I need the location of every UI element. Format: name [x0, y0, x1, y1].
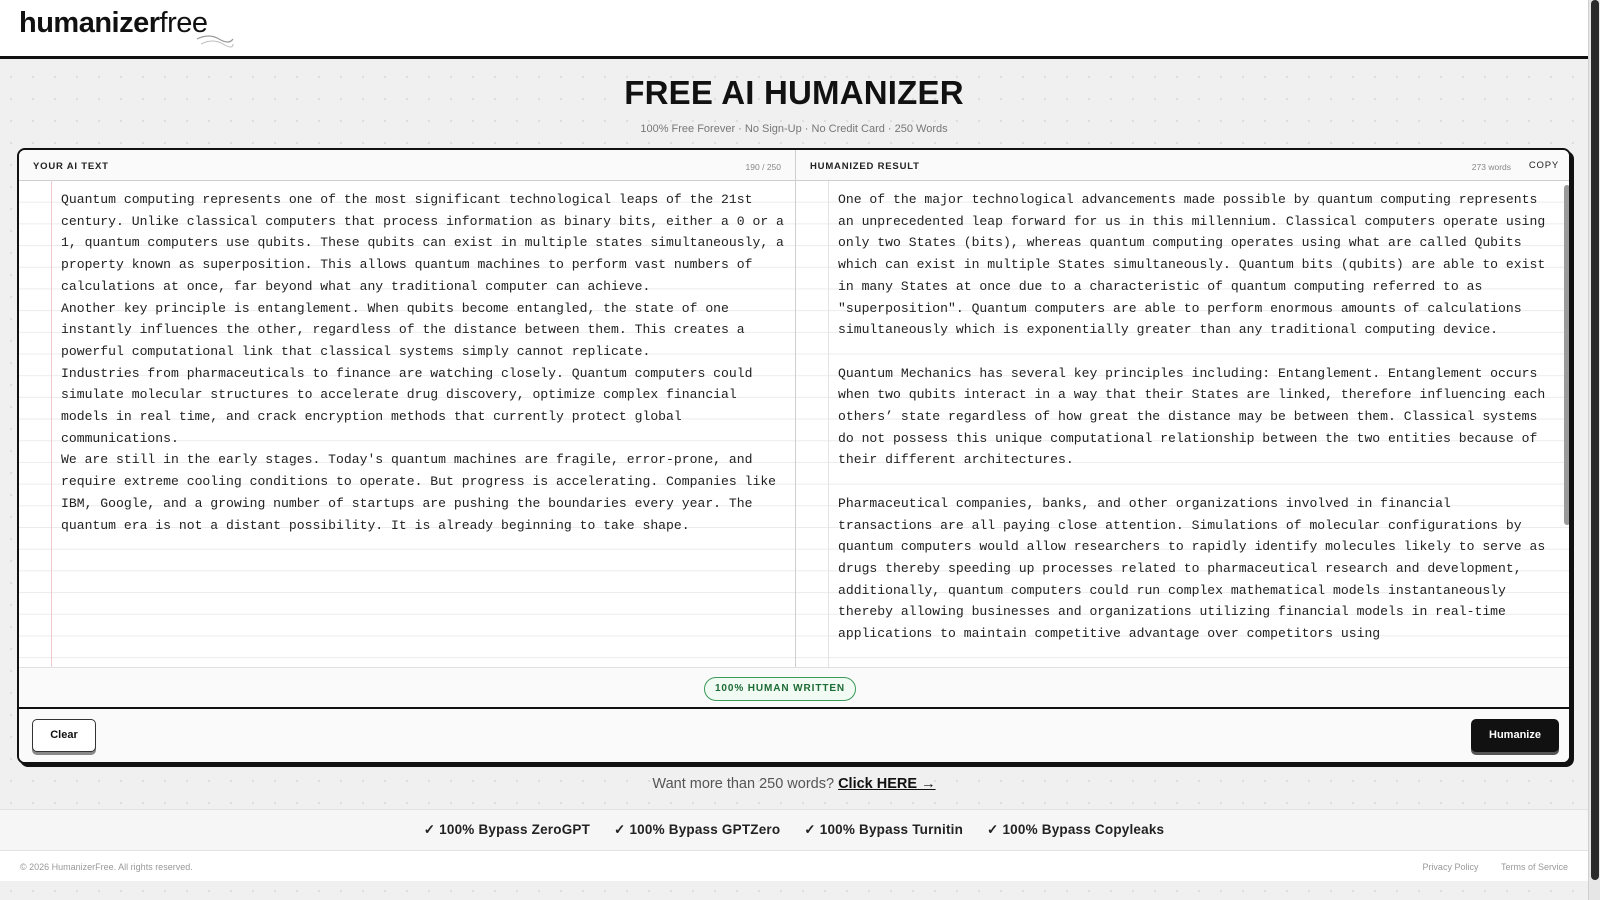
logo-light-text: free	[159, 7, 208, 39]
action-row	[19, 707, 1571, 764]
upsell-text: Want more than 250 words?	[652, 776, 835, 792]
bypass-item: ✓ 100% Bypass GPTZero	[614, 822, 781, 837]
terms-of-service-link[interactable]: Terms of Service	[1500, 862, 1568, 872]
bypass-strip	[0, 809, 1588, 851]
window-scrollbar[interactable]	[1588, 0, 1600, 900]
status-row	[19, 667, 1571, 707]
page-title: FREE AI HUMANIZER	[624, 74, 964, 111]
bypass-item: ✓ 100% Bypass ZeroGPT	[423, 822, 591, 837]
input-pane[interactable]	[19, 181, 796, 667]
output-scrollbar[interactable]	[1564, 185, 1570, 525]
humanized-output: One of the major technological advancements made possible by quantum computing represents an unprecedented leap forward for us in this millennium. Classical computers operate using only two States (bits), whereas quantum computing operates using what are called Qubits which can exist in multiple States simultaneously. Quantum bits (qubits) are able to exist in many States at once due to a characteristic of quantum computing referred to as "superposition". Quantum computers are able to perform enormous amounts of calculations simultaneously which is exponentially greater than any traditional computing device. Quantum Mechanics has several key principles including: Entanglement. Entanglement occurs when two qubits interact in a way that their States are linked, therefore influencing each others’ state regardless of how great the distance may be between them. Classical systems do not possess this unique computational relationship between the two entities because of their different architectures. Pharmaceutical companies, banks, and other organizations involved in financial transactions are all paying close attention. Simulations of molecular configurations by quantum computers would allow researchers to rapidly identify molecules likely to serve as drugs thereby speeding up processes related to pharmaceutical research and development, additionally, quantum computers could run complex mathematical models instantaneously thereby allowing businesses and organizations utilizing financial models in real-time applications to maintain competitive advantage over competitors using	[838, 192, 1546, 642]
humanizer-card	[17, 148, 1571, 764]
page-subtitle: 100% Free Forever · No Sign-Up · No Credit Card · 250 Words	[640, 123, 948, 135]
human-written-badge: 100% HUMAN WRITTEN	[704, 677, 856, 701]
output-pane	[796, 181, 1571, 667]
top-navbar	[0, 0, 1588, 59]
output-pane-label: HUMANIZED RESULT	[810, 161, 920, 172]
input-pane-header	[19, 150, 796, 181]
logo-swoosh-icon	[195, 33, 235, 49]
logo-bold-text: humanizer	[19, 7, 160, 39]
input-pane-label: YOUR AI TEXT	[33, 161, 109, 172]
ai-text-input[interactable]: Quantum computing represents one of the most significant technological leaps of the 21st century. Unlike classical computers that process information as binary bits, either a 0 or a 1, quantum computers use qubits. These qubits can exist in multiple states simultaneously, a property known as superposition. This allows quantum machines to perform vast numbers of calculations at once, far beyond what any traditional computer can achieve. Another key principle is entanglement. When qubits become entangled, the state of one instantly influences the other, regardless of the distance between them. This creates a powerful computational link that classical systems simply cannot replicate. Industries from pharmaceuticals to finance are watching closely. Quantum computers could simulate molecular structures to accelerate drug discovery, optimize complex financial models in real time, and crack encryption methods that currently protect global communications. We are still in the early stages. Today's quantum machines are fragile, error-prone, and require extreme cooling conditions to operate. But progress is accelerating. Companies like IBM, Google, and a growing number of startups are pushing the boundaries every year. The quantum era is not a distant possibility. It is already beginning to take shape.	[61, 192, 784, 533]
copy-button[interactable]: COPY	[1528, 160, 1559, 171]
output-pane-header	[796, 150, 1571, 181]
input-margin-line	[19, 181, 52, 667]
footer	[0, 851, 1588, 881]
upsell-link[interactable]: Click HERE →	[838, 776, 936, 792]
clear-button[interactable]: Clear	[32, 719, 96, 752]
bypass-item: ✓ 100% Bypass Copyleaks	[987, 822, 1165, 837]
bypass-item: ✓ 100% Bypass Turnitin	[804, 822, 964, 837]
window-scrollbar-thumb[interactable]	[1591, 0, 1599, 880]
copyright-text: © 2026 HumanizerFree. All rights reserved.	[20, 862, 193, 872]
input-word-count: 190 / 250	[745, 162, 781, 172]
privacy-policy-link[interactable]: Privacy Policy	[1422, 862, 1479, 872]
site-logo[interactable]	[19, 7, 208, 40]
output-margin-line	[796, 181, 829, 667]
footer-links	[1402, 862, 1568, 872]
upsell-line	[0, 776, 1588, 792]
output-word-count: 273 words	[1471, 162, 1511, 172]
humanize-button[interactable]: Humanize	[1471, 719, 1559, 752]
